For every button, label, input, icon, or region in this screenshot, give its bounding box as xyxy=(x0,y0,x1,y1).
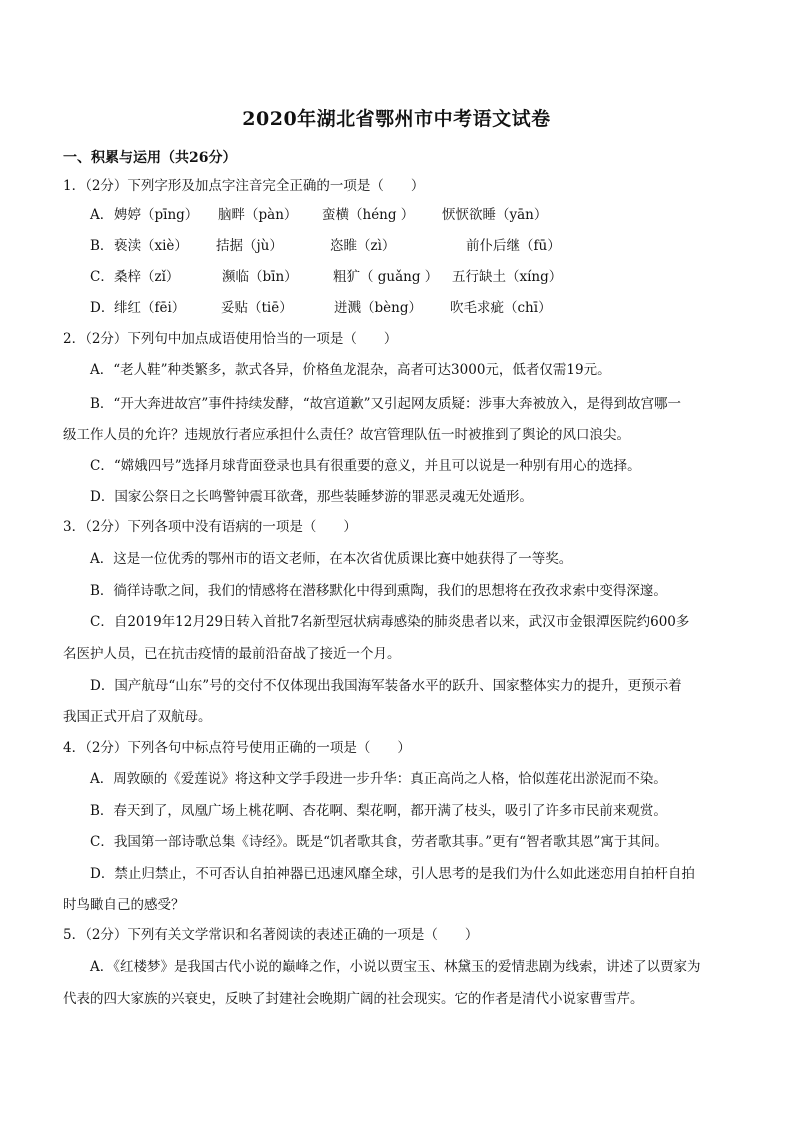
option-item: 脑畔（pàn） xyxy=(218,207,298,223)
option-item: 迸溅（bèng） xyxy=(334,300,422,316)
question-2-option-b-continued: 级工作人员的允许？违规放行者应承担什么责任？故宫管理队伍一时被推到了舆论的风口浪尖。 xyxy=(63,427,630,443)
option-item: 吹毛求疵（chī） xyxy=(450,300,552,316)
question-2-option-d: D．国家公祭日之长鸣警钟震耳欲聋，那些装睡梦游的罪恶灵魂无处遁形。 xyxy=(90,489,533,505)
page-title: 2020年湖北省鄂州市中考语文试卷 xyxy=(242,108,551,130)
question-4-stem: 4．（2分）下列各句中标点符号使用正确的一项是（ ） xyxy=(63,740,411,756)
question-3-option-a: A．这是一位优秀的鄂州市的语文老师，在本次省优质课比赛中她获得了一等奖。 xyxy=(90,551,573,567)
question-3-option-b: B．徜徉诗歌之间，我们的情感将在潜移默化中得到熏陶，我们的思想将在孜孜求索中变得深邃。 xyxy=(90,583,667,599)
question-5-option-a: A．《红楼梦》是我国古代小说的巅峰之作，小说以贾宝玉、林黛玉的爱情悲剧为线索，讲述了以贾家为 xyxy=(90,959,701,975)
question-3-option-d-continued: 我国正式开启了双航母。 xyxy=(63,709,212,725)
question-4-option-d-continued: 时鸟瞰自己的感受？ xyxy=(63,897,185,913)
option-item: 拮据（jù） xyxy=(216,238,283,254)
option-label: C． xyxy=(90,269,114,285)
option-item: 娉婷（pīng） xyxy=(114,207,199,223)
question-5-stem: 5．（2分）下列有关文学常识和名著阅读的表述正确的一项是（ ） xyxy=(63,927,479,943)
option-label: A． xyxy=(90,207,114,223)
option-item: 五行缺土（xíng） xyxy=(452,269,563,285)
question-2-option-a: A．“老人鞋”种类繁多，款式各异，价格鱼龙混杂，高者可达3000元，低者仅需19元。 xyxy=(90,362,611,378)
question-3-option-c-continued: 名医护人员，已在抗击疫情的最前沿奋战了接近一个月。 xyxy=(63,646,401,662)
question-2-option-c: C．“嫦娥四号”选择月球背面登录也具有很重要的意义，并且可以说是一种别有用心的选择。 xyxy=(90,458,641,474)
question-2-option-b: B．“开大奔进故宫”事件持续发酵，“故宫道歉”又引起网友质疑：涉事大奔被放入，是得到故宫哪一 xyxy=(90,396,682,412)
option-item: 妥贴（tiē） xyxy=(221,300,293,316)
option-item: 濒临（bīn） xyxy=(222,269,298,285)
question-4-option-b: B．春天到了，凤凰广场上桃花啊、杏花啊、梨花啊，都开满了枝头，吸引了许多市民前来观赏。 xyxy=(90,803,667,819)
option-item: 恹恹欲睡（yān） xyxy=(442,207,548,223)
option-label: D． xyxy=(90,300,115,316)
question-3-option-c: C．自2019年12月29日转入首批7名新型冠状病毒感染的肺炎患者以来，武汉市金银潭医院约600多 xyxy=(90,614,690,630)
option-item: 桑梓（zǐ） xyxy=(114,269,180,285)
question-5-option-a-continued: 代表的四大家族的兴衰史，反映了封建社会晚期广阔的社会现实。它的作者是清代小说家曹雪芹。 xyxy=(63,991,644,1007)
question-1-stem: 1．（2分）下列字形及加点字注音完全正确的一项是（ ） xyxy=(63,178,425,194)
option-item: 恣睢（zì） xyxy=(330,238,396,254)
option-item: 前仆后继（fū） xyxy=(466,238,561,254)
option-item: 蛮横（héng ） xyxy=(322,207,415,223)
option-label: B． xyxy=(90,238,114,254)
option-item: 粗犷（ guǎng ） xyxy=(333,269,439,285)
section-heading: 一、积累与运用（共26分） xyxy=(63,150,237,166)
question-2-stem: 2．（2分）下列句中加点成语使用恰当的一项是（ ） xyxy=(63,331,398,347)
question-3-stem: 3．（2分）下列各项中没有语病的一项是（ ） xyxy=(63,519,357,535)
question-4-option-a: A．周敦颐的《爱莲说》将这种文学手段进一步升华：真正高尚之人格，恰似莲花出淤泥而不染。 xyxy=(90,771,667,787)
question-4-option-c: C．我国第一部诗歌总集《诗经》。既是“饥者歌其食，劳者歌其事。”更有“智者歌其恩”寓于其间。 xyxy=(90,834,668,850)
question-4-option-d: D．禁止归禁止，不可否认自拍神器已迅速风靡全球，引人思考的是我们为什么如此迷恋用自拍杆自拍 xyxy=(90,866,695,882)
question-3-option-d: D．国产航母“山东”号的交付不仅体现出我国海军装备水平的跃升、国家整体实力的提升，更预示着 xyxy=(90,678,682,694)
option-item: 亵渎（xiè） xyxy=(114,238,188,254)
option-item: 绯红（fēi） xyxy=(114,300,186,316)
